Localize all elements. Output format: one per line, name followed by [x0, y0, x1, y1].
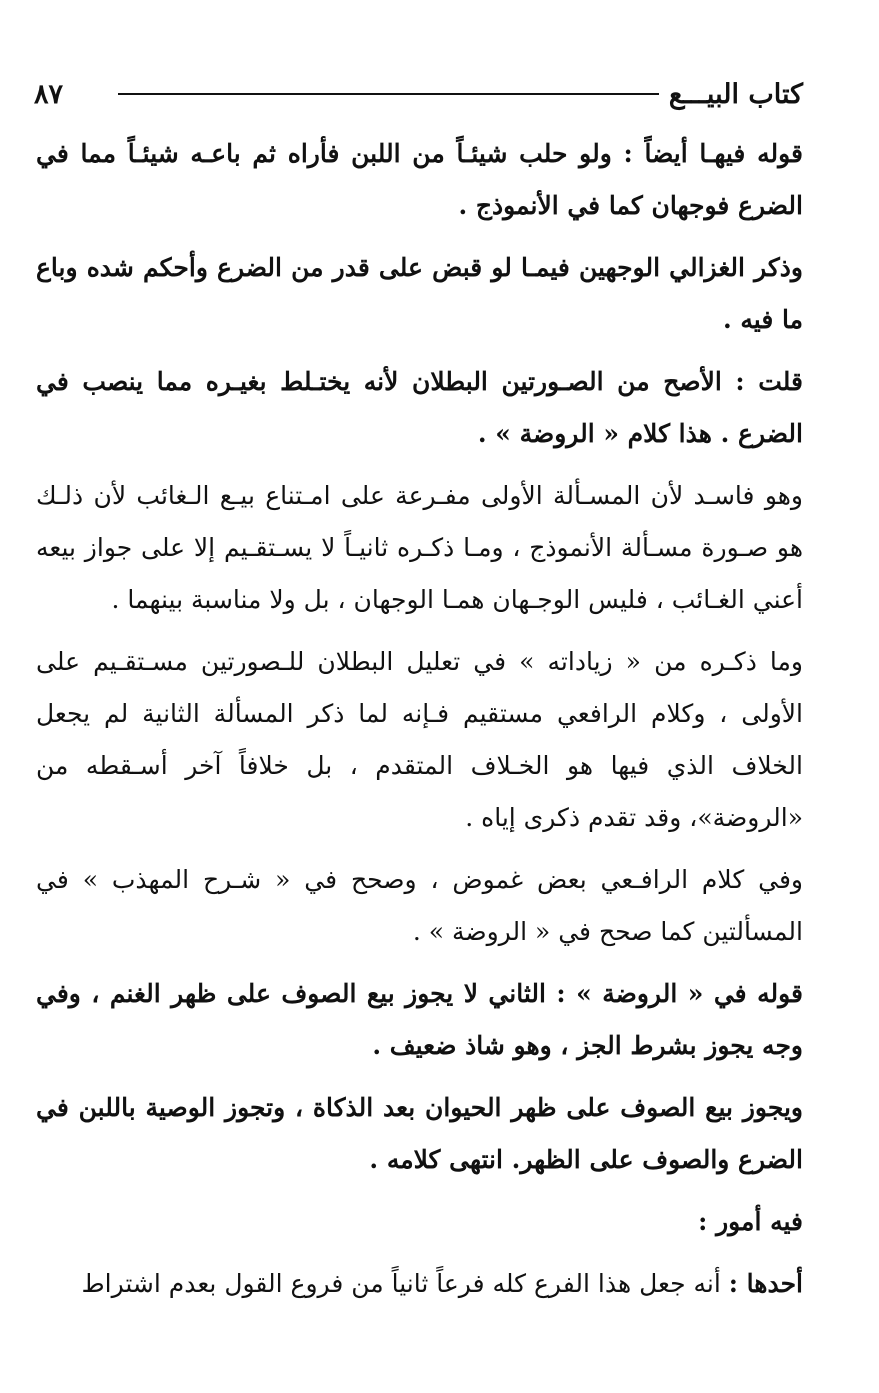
page-body	[36, 128, 803, 1320]
paragraph-5: وما ذكـره من « زياداته » في تعليل البطلان للـصورتين مسـتقـيم على الأولى ، وكلام الرافعي مستقيم فـإنه لما ذكر المسألة الثانية لم يجعل الخلاف الذي فيها هو الخـلاف المتقدم ، بل خلافاً آخر أسـقطه من «الروضة»، وقد تقدم ذكرى إياه .	[36, 647, 803, 832]
paragraph-7: قوله في « الروضة » : الثاني لا يجوز بيع الصوف على ظهر الغنم ، وفي وجه يجوز بشرط الجز ، وهو شاذ ضعيف .	[36, 979, 803, 1060]
header-rule	[118, 93, 659, 95]
page-number: ٨٧	[34, 78, 64, 110]
paragraph-2: وذكر الغزالي الوجهين فيمـا لو قبض على قدر من الضرع وأحكم شده وباع ما فيه .	[36, 253, 803, 334]
paragraph-8: ويجوز بيع الصوف على ظهر الحيوان بعد الذكاة ، وتجوز الوصية باللبن في الضرع والصوف على الظهر. انتهى كلامه .	[36, 1093, 803, 1174]
paragraph-4: وهو فاسـد لأن المسـألة الأولى مفـرعة على امـتناع بيـع الـغائب لأن ذلـك هو صـورة مسـألة الأنموذج ، ومـا ذكـره ثانيـاً لا يسـتقـيم إلا على جواز بيعه أعني الغـائب ، فليس الوجـهان همـا الوجهان ، بل ولا مناسبة بينهما .	[36, 481, 803, 614]
paragraph-9: فيه أمور :	[698, 1207, 803, 1236]
paragraph-6: وفي كلام الرافـعي بعض غموض ، وصحح في « شـرح المهذب » في المسألتين كما صحح في « الروضة » .	[36, 865, 803, 946]
paragraph-10	[36, 1258, 803, 1310]
page-header	[34, 72, 803, 116]
paragraph-10-lead: أحدها :	[728, 1269, 803, 1298]
running-title: كتاب البيـــع	[668, 78, 803, 110]
paragraph-3: قلت : الأصح من الصـورتين البطلان لأنه يختـلط بغيـره مما ينصب في الضرع . هذا كلام « الروضة » .	[36, 367, 803, 448]
paragraph-10-text: أنه جعل هذا الفرع كله فرعاً ثانياً من فروع القول بعدم اشتراط	[81, 1269, 729, 1298]
paragraph-1: قوله فيهـا أيضاً : ولو حلب شيئـاً من اللبن فأراه ثم باعـه شيئـاً مما في الضرع فوجهان كما في الأنموذج .	[36, 139, 803, 220]
